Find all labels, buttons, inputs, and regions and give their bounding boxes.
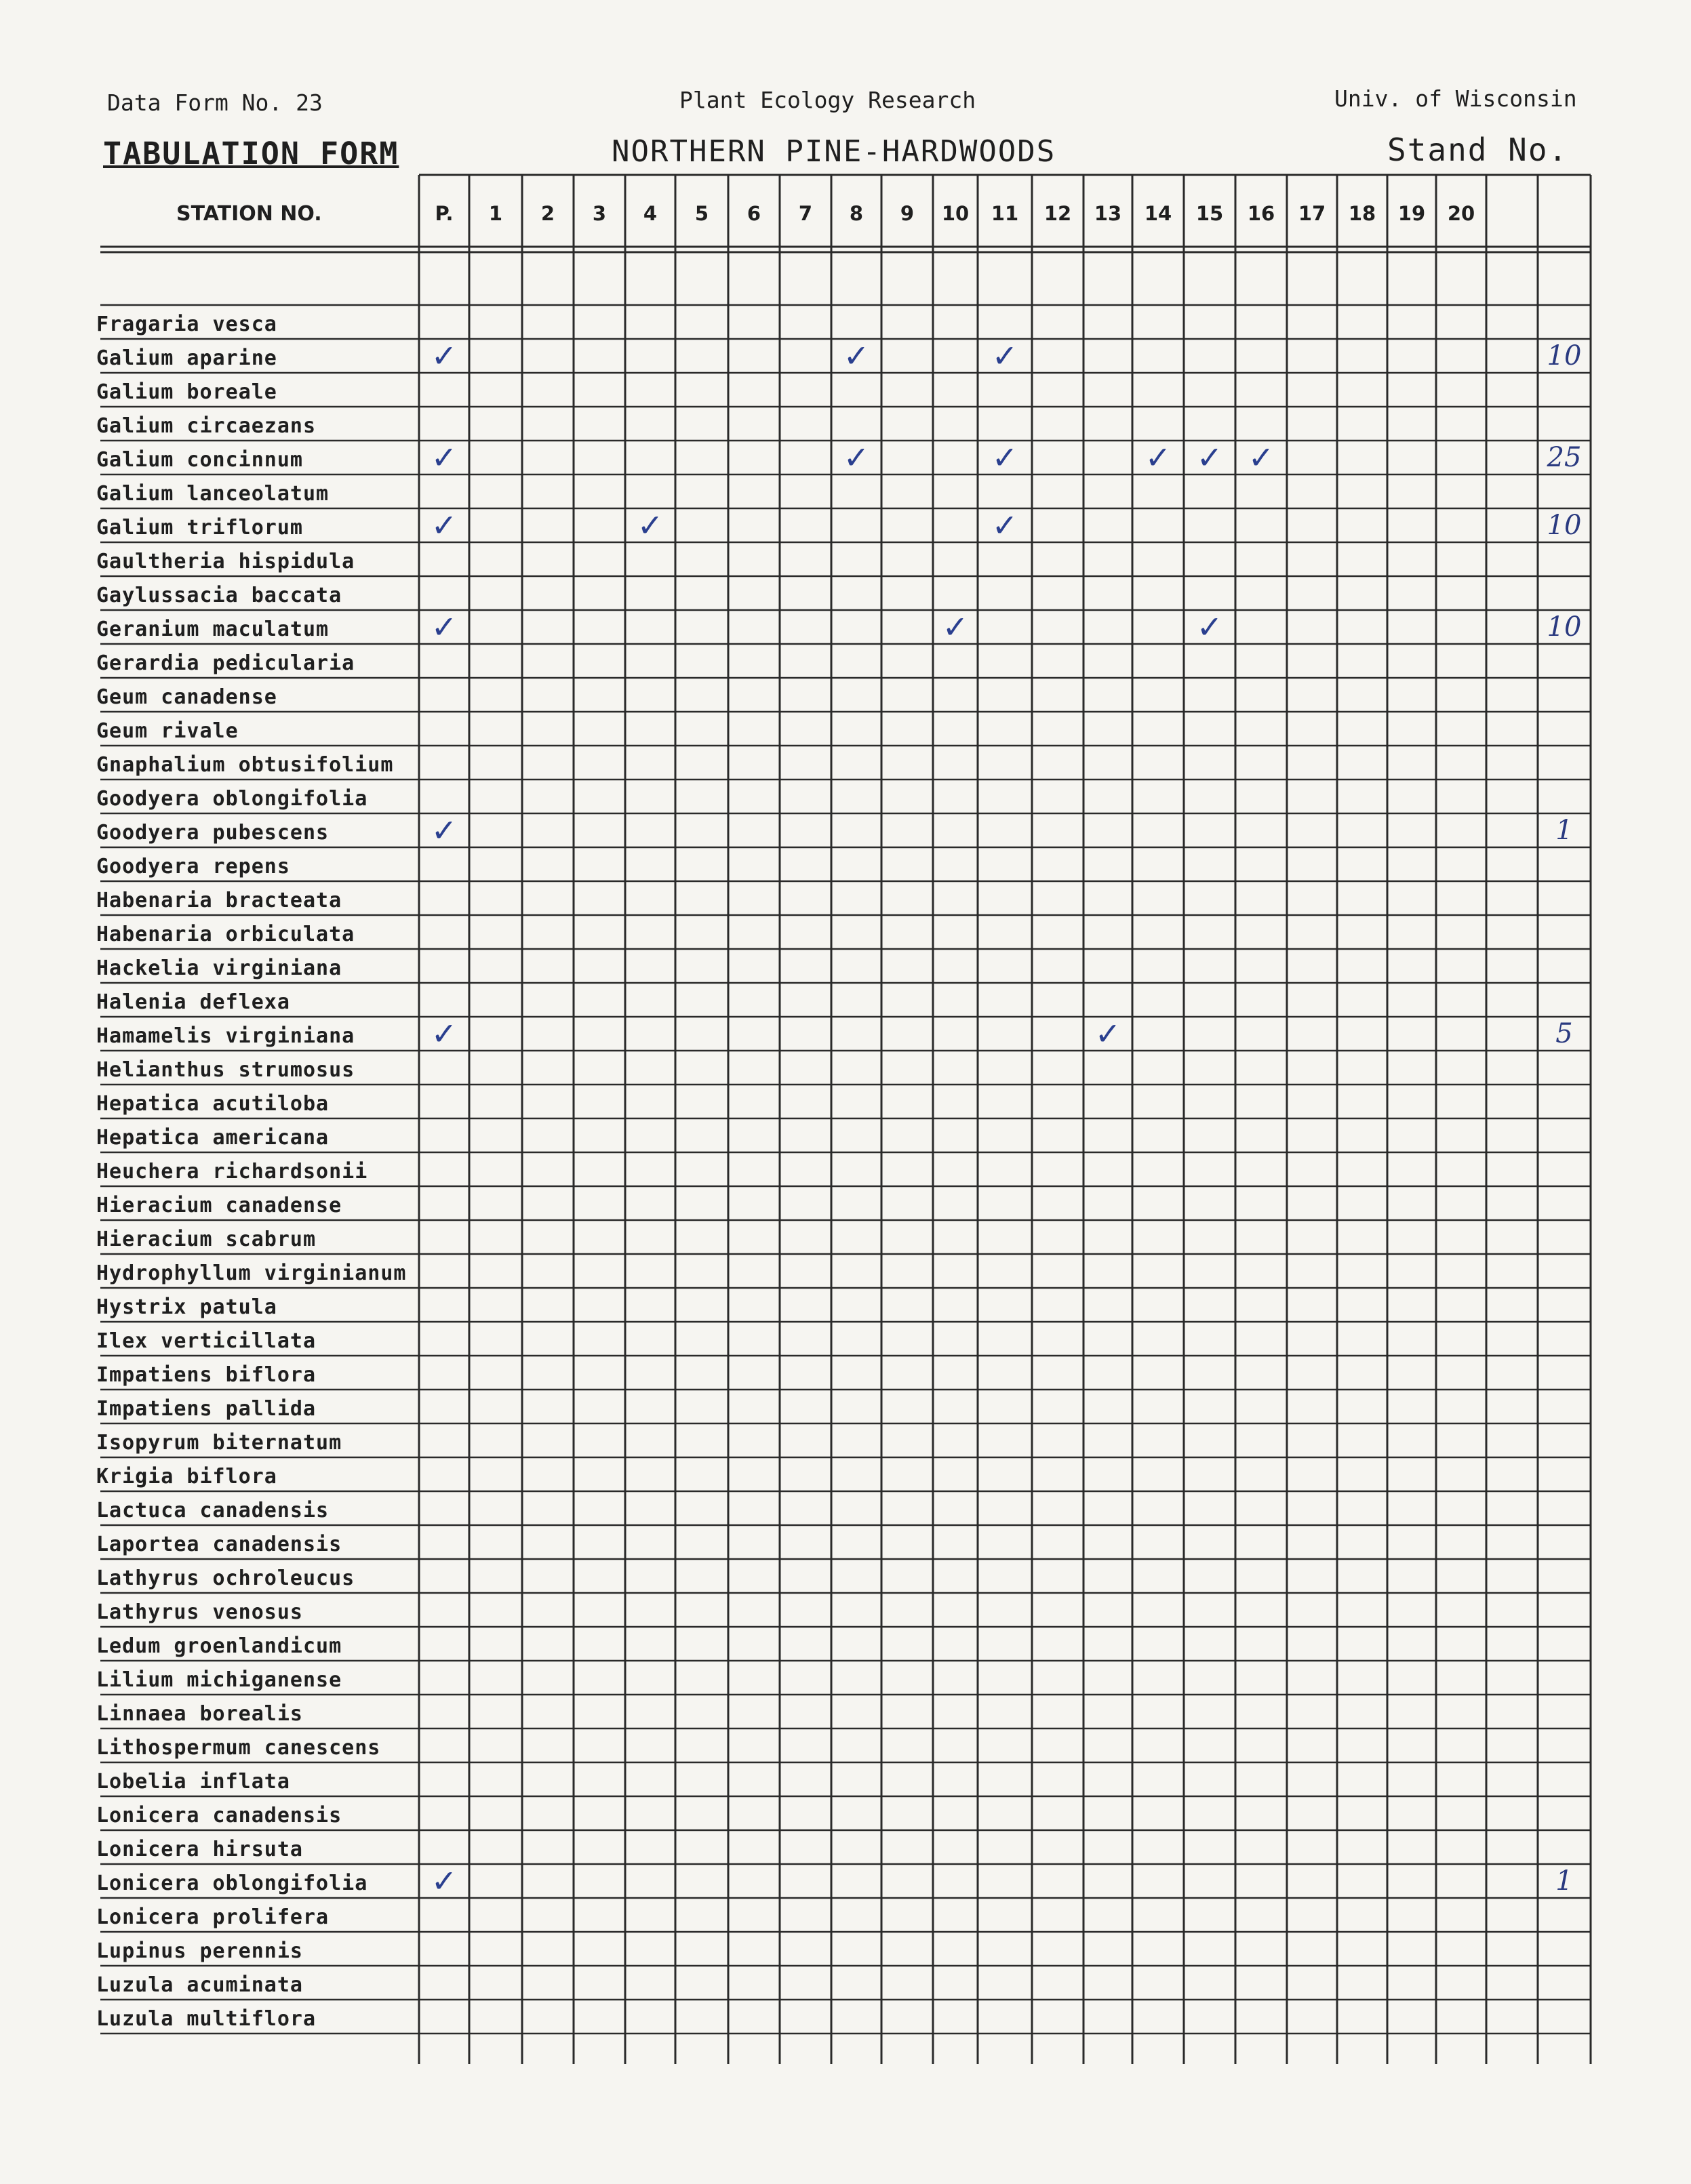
species-name: Linnaea borealis [96,1702,303,1726]
species-name: Lobelia inflata [96,1770,290,1794]
stand-number-field: Stand No. [1387,132,1569,168]
species-name: Lactuca canadensis [96,1499,330,1522]
species-name: Luzula multiflora [96,2007,317,2031]
species-name: Hieracium scabrum [96,1228,317,1251]
research-label: Plant Ecology Research [679,87,976,113]
form-title: TABULATION FORM [103,136,399,171]
column-header: 10 [941,202,970,225]
column-header: 7 [798,202,813,225]
row-total: 1 [1555,1865,1573,1897]
column-header: 17 [1298,202,1326,225]
check-mark: ✓ [843,439,870,476]
row-total: 10 [1547,611,1582,643]
check-mark: ✓ [1196,609,1223,645]
column-header: 5 [694,202,709,225]
species-name: Hieracium canadense [96,1194,342,1217]
row-total: 25 [1547,442,1582,473]
column-header: 6 [747,202,761,225]
species-name: Lupinus perennis [96,1939,303,1963]
row-total: 10 [1547,340,1582,371]
university-label: Univ. of Wisconsin [1334,85,1577,112]
species-name: Hystrix patula [96,1295,277,1319]
species-name: Lilium michiganense [96,1668,342,1692]
species-name: Gnaphalium obtusifolium [96,753,394,777]
row-total: 5 [1555,1018,1573,1049]
check-mark: ✓ [1094,1015,1121,1052]
column-header: 19 [1397,202,1426,225]
species-name: Lonicera hirsuta [96,1838,303,1861]
species-name: Impatiens pallida [96,1397,317,1421]
check-mark: ✓ [1248,439,1275,476]
column-header: 20 [1447,202,1475,225]
forest-type-title: NORTHERN PINE-HARDWOODS [612,134,1056,169]
check-mark: ✓ [431,1015,458,1052]
species-name: Helianthus strumosus [96,1058,355,1082]
column-header: 2 [540,202,555,225]
species-name: Galium aparine [96,346,277,370]
species-name: Habenaria orbiculata [96,923,355,946]
column-header: 1 [488,202,503,225]
check-mark: ✓ [431,507,458,544]
species-name: Geum rivale [96,719,239,743]
species-name: Lithospermum canescens [96,1736,381,1760]
check-mark: ✓ [637,507,664,544]
column-header: 15 [1195,202,1224,225]
species-name: Hackelia virginiana [96,956,342,980]
check-mark: ✓ [1196,439,1223,476]
check-mark: ✓ [843,338,870,374]
species-name: Fragaria vesca [96,312,277,336]
column-header: 4 [643,202,658,225]
species-name: Geum canadense [96,685,277,709]
species-name: Gaultheria hispidula [96,550,355,573]
species-name: Geranium maculatum [96,618,330,641]
column-header: 3 [592,202,607,225]
species-name: Ledum groenlandicum [96,1634,342,1658]
column-header: P. [435,202,454,225]
species-name: Lonicera prolifera [96,1905,330,1929]
check-mark: ✓ [991,507,1018,544]
species-name: Hepatica americana [96,1126,330,1150]
species-name: Lathyrus ochroleucus [96,1566,355,1590]
species-name: Galium triflorum [96,516,303,540]
species-name: Goodyera pubescens [96,821,330,845]
column-header: 9 [900,202,915,225]
column-header: 13 [1094,202,1122,225]
column-header: 11 [991,202,1019,225]
species-name: Hepatica acutiloba [96,1092,330,1116]
form-number: Data Form No. 23 [107,89,323,116]
species-name: Impatiens biflora [96,1363,317,1387]
species-name: Lonicera canadensis [96,1804,342,1827]
species-name: Hamamelis virginiana [96,1024,355,1048]
species-name: Krigia biflora [96,1465,277,1489]
check-mark: ✓ [431,812,458,849]
species-name: Gaylussacia baccata [96,584,342,607]
species-name: Gerardia pedicularia [96,651,355,675]
species-name: Goodyera oblongifolia [96,787,368,811]
species-name: Lathyrus venosus [96,1600,303,1624]
check-mark: ✓ [991,439,1018,476]
row-total: 1 [1555,815,1573,846]
column-header: 12 [1043,202,1072,225]
column-header: 16 [1247,202,1275,225]
species-name: Galium concinnum [96,448,303,472]
species-name: Ilex verticillata [96,1329,317,1353]
species-name: Halenia deflexa [96,990,290,1014]
row-total: 10 [1547,510,1582,541]
species-name: Galium lanceolatum [96,482,330,506]
check-mark: ✓ [1145,439,1172,476]
species-name: Luzula acuminata [96,1973,303,1997]
species-name: Heuchera richardsonii [96,1160,368,1184]
species-name: Galium circaezans [96,414,317,438]
station-number-header: STATION NO. [176,202,322,226]
species-name: Galium boreale [96,380,277,404]
check-mark: ✓ [431,439,458,476]
species-name: Laportea canadensis [96,1533,342,1556]
species-name: Hydrophyllum virginianum [96,1261,407,1285]
species-name: Goodyera repens [96,855,290,878]
check-mark: ✓ [431,609,458,645]
column-header: 18 [1348,202,1376,225]
check-mark: ✓ [991,338,1018,374]
species-name: Habenaria bracteata [96,889,342,912]
column-header: 14 [1144,202,1172,225]
check-mark: ✓ [942,609,969,645]
species-name: Lonicera oblongifolia [96,1872,368,1895]
column-header: 8 [849,202,864,225]
check-mark: ✓ [431,1863,458,1899]
check-mark: ✓ [431,338,458,374]
species-name: Isopyrum biternatum [96,1431,342,1455]
